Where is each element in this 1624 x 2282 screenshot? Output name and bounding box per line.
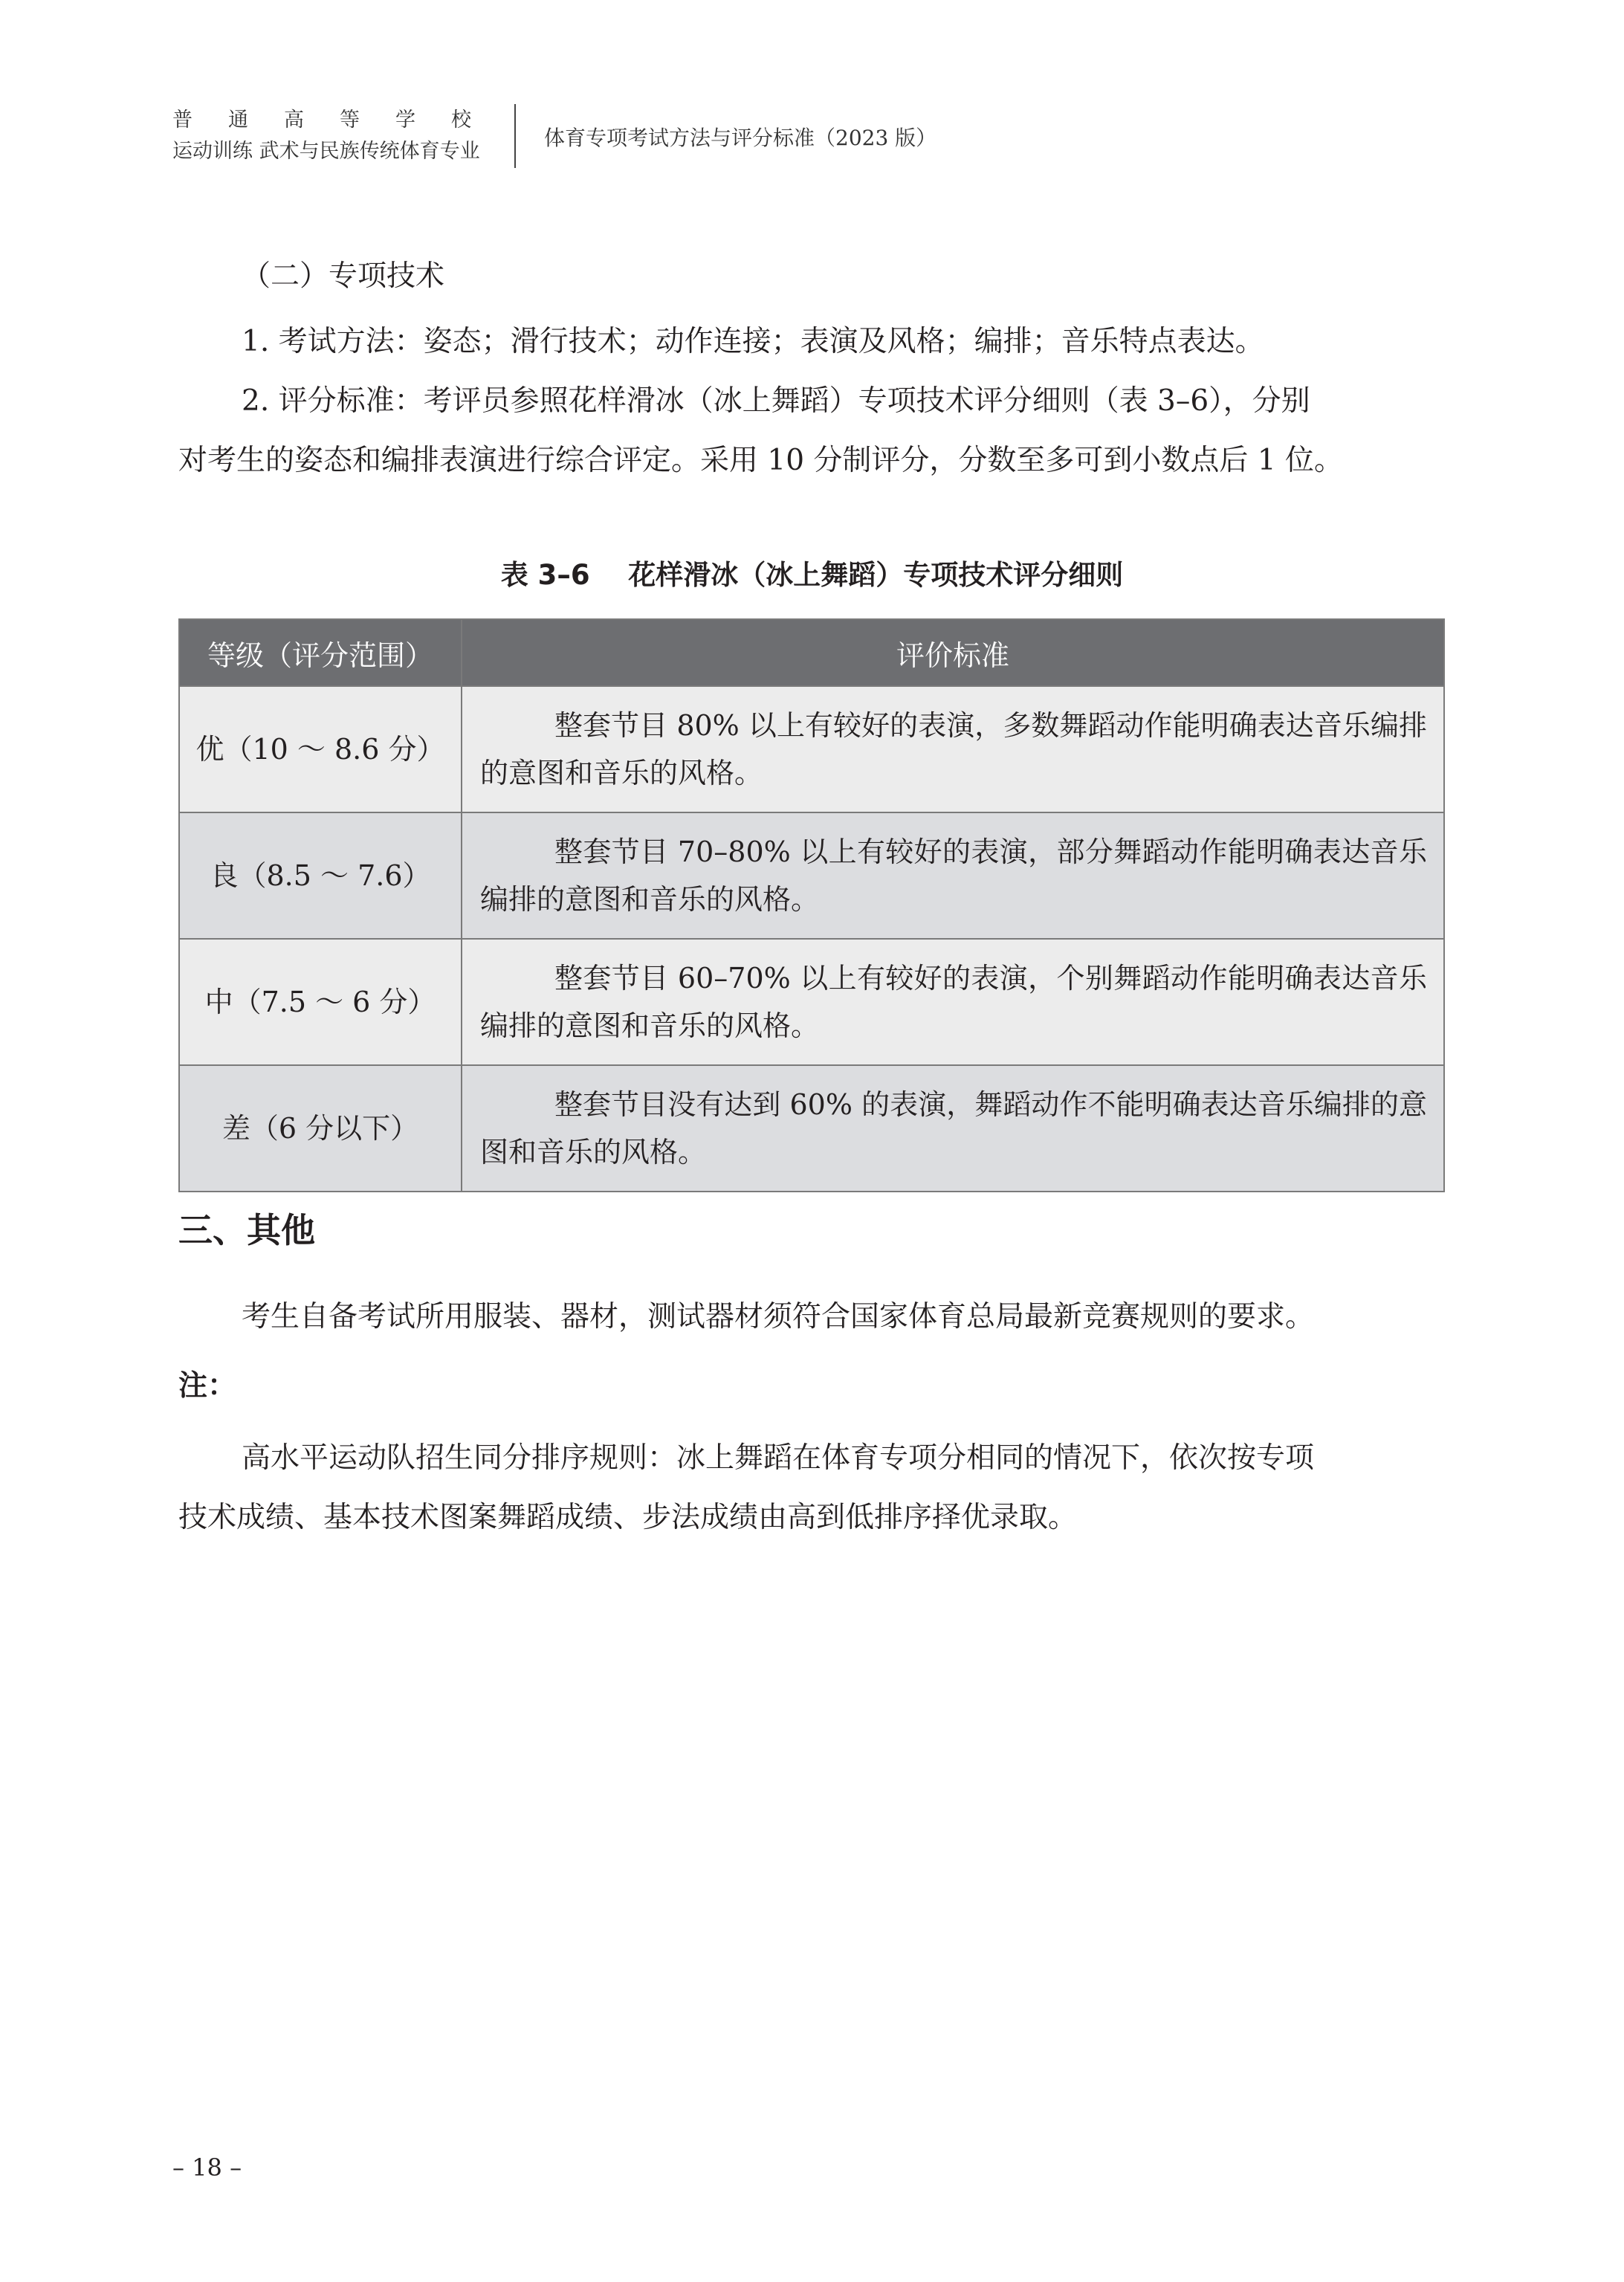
note-label: 注： [178,1368,237,1403]
header-criteria: 评价标准 [462,619,1444,686]
note-line-1: 高水平运动队招生同分排序规则：冰上舞蹈在体育专项分相同的情况下，依次按专项 [242,1441,1315,1475]
scoring-standard-line-1: 2. 评分标准：考评员参照花样滑冰（冰上舞蹈）专项技术评分细则（表 3–6），分别 [242,384,1310,418]
grade-level: 良（8.5 ～ 7.6） [179,812,462,939]
table-row [179,1065,1444,1192]
header-book-title: 体育专项考试方法与评分标准（2023 版） [544,126,937,150]
grade-criteria [462,939,1444,1065]
table-caption: 表 3–6 花样滑冰（冰上舞蹈）专项技术评分细则 [500,559,1124,591]
grade-criteria [462,812,1444,939]
scoring-table [178,618,1445,1192]
header-level: 等级（评分范围） [179,619,462,686]
header-major: 运动训练 武术与民族传统体育专业 [172,140,480,163]
header-left [172,106,507,168]
header-school-type: 普通高等学校 [172,109,507,132]
grade-criteria [462,686,1444,812]
criteria-text: 整套节目 80% 以上有较好的表演，多数舞蹈动作能明确表达音乐编排的意图和音乐的风格。 [480,709,1427,789]
equipment-text: 考生自备考试所用服装、器材，测试器材须符合国家体育总局最新竞赛规则的要求。 [242,1300,1315,1334]
subsection-heading: （二）专项技术 [242,259,445,293]
grade-criteria [462,1065,1444,1192]
scoring-standard-line-2: 对考生的姿态和编排表演进行综合评定。采用 10 分制评分，分数至多可到小数点后 1 位。 [178,444,1344,477]
exam-method-item: 1. 考试方法：姿态；滑行技术；动作连接；表演及风格；编排；音乐特点表达。 [242,325,1264,358]
section-heading-other: 三、其他 [178,1210,315,1250]
grade-level: 中（7.5 ～ 6 分） [179,939,462,1065]
criteria-text: 整套节目没有达到 60% 的表演，舞蹈动作不能明确表达音乐编排的意图和音乐的风格。 [480,1088,1427,1169]
table-row [179,939,1444,1065]
note-line-2: 技术成绩、基本技术图案舞蹈成绩、步法成绩由高到低排序择优录取。 [178,1501,1078,1534]
header-divider [514,104,516,168]
grade-level: 差（6 分以下） [179,1065,462,1192]
grade-level: 优（10 ～ 8.6 分） [179,686,462,812]
table-header-row [179,619,1444,686]
criteria-text: 整套节目 60–70% 以上有较好的表演，个别舞蹈动作能明确表达音乐编排的意图和音乐的风格。 [480,962,1427,1042]
table-row [179,686,1444,812]
criteria-text: 整套节目 70–80% 以上有较好的表演，部分舞蹈动作能明确表达音乐编排的意图和音乐的风格。 [480,835,1427,916]
table-row [179,812,1444,939]
page-number: – 18 – [172,2153,242,2182]
